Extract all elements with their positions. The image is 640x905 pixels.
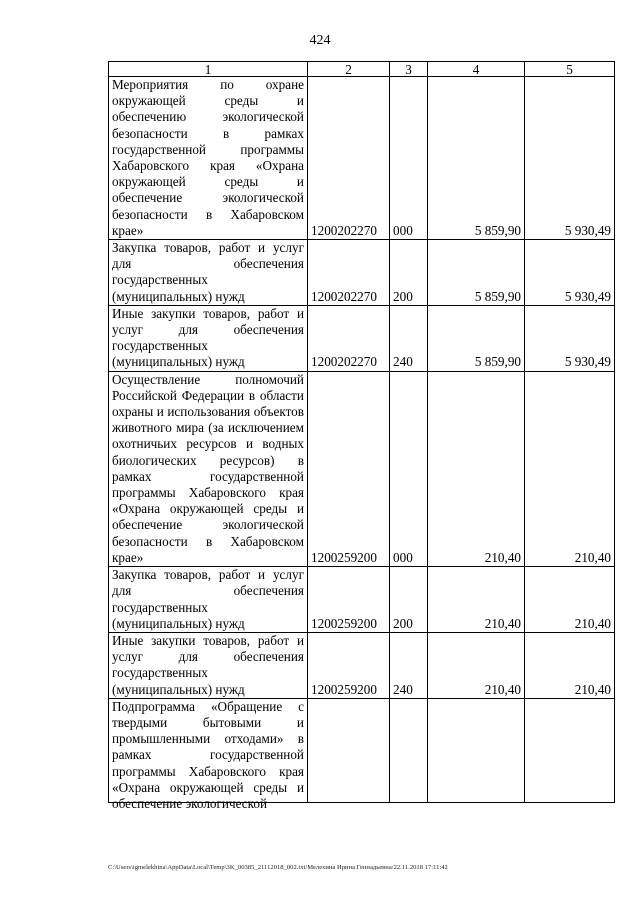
row-expense-type: 200	[390, 240, 428, 306]
row-description: Иные закупки товаров, работ и услуг для обеспечения государственных (муниципальных) нужд	[109, 305, 308, 371]
page-number: 424	[309, 33, 331, 48]
row-expense-type: 240	[390, 305, 428, 371]
row-amount-col4: 210,40	[428, 567, 525, 633]
row-expense-type: 000	[390, 77, 428, 240]
document-footer-path: C:\Users\igmelekhina\AppData\Local\Temp\3K_00385_21112018_002.txt/Мелехина Ирина Геннадьевна/22.11.2018 17:11:42	[108, 864, 448, 871]
table-row	[109, 77, 615, 240]
table-row	[109, 632, 615, 698]
table-row	[109, 698, 615, 802]
row-amount-col5: 5 930,49	[525, 240, 615, 306]
table-row	[109, 371, 615, 566]
column-header: 1	[109, 62, 308, 77]
row-amount-col5: 5 930,49	[525, 77, 615, 240]
row-amount-col4	[428, 698, 525, 802]
row-description: Осуществление полномочий Российской Федерации в области охраны и использования объектов животного мира (за исключением охотничьих ресурсов и водных биологических ресурсов) в рамках государственной программы Хабаровского края «Охрана окружающей среды и обеспечение экологической безопасности в Хабаровском крае»	[109, 371, 308, 566]
column-header: 5	[525, 62, 615, 77]
row-target-code	[308, 698, 390, 802]
row-description: Закупка товаров, работ и услуг для обеспечения государственных (муниципальных) нужд	[109, 240, 308, 306]
row-amount-col5: 5 930,49	[525, 305, 615, 371]
row-amount-col5: 210,40	[525, 371, 615, 566]
row-amount-col5: 210,40	[525, 632, 615, 698]
column-header: 3	[390, 62, 428, 77]
table-row	[109, 567, 615, 633]
row-description: Мероприятия по охране окружающей среды и обеспечению экологической безопасности в рамках государственной программы Хабаровского края «Охрана окружающей среды и обеспечение экологической безопасности в Хабаровском крае»	[109, 77, 308, 240]
row-target-code: 1200202270	[308, 240, 390, 306]
row-amount-col4: 5 859,90	[428, 305, 525, 371]
row-amount-col5: 210,40	[525, 567, 615, 633]
row-target-code: 1200202270	[308, 305, 390, 371]
row-expense-type: 000	[390, 371, 428, 566]
row-amount-col4: 5 859,90	[428, 240, 525, 306]
row-target-code: 1200259200	[308, 567, 390, 633]
column-header: 2	[308, 62, 390, 77]
budget-table	[108, 61, 615, 811]
row-target-code: 1200202270	[308, 77, 390, 240]
row-description-text: Подпрограмма «Обращение с твердыми бытовыми и промышленными отходами» в рамках государственной программы Хабаровского края «Охрана окружающей среды и обеспечение экологической	[112, 698, 304, 811]
row-expense-type	[390, 698, 428, 802]
row-amount-col4: 210,40	[428, 371, 525, 566]
row-amount-col4: 5 859,90	[428, 77, 525, 240]
row-description: Закупка товаров, работ и услуг для обеспечения государственных (муниципальных) нужд	[109, 567, 308, 633]
row-expense-type: 240	[390, 632, 428, 698]
table-row	[109, 305, 615, 371]
row-target-code: 1200259200	[308, 632, 390, 698]
column-header: 4	[428, 62, 525, 77]
table-header-row	[109, 62, 615, 77]
row-amount-col5	[525, 698, 615, 802]
row-amount-col4: 210,40	[428, 632, 525, 698]
row-description: Иные закупки товаров, работ и услуг для обеспечения государственных (муниципальных) нужд	[109, 632, 308, 698]
row-description	[109, 698, 308, 811]
row-expense-type: 200	[390, 567, 428, 633]
row-target-code: 1200259200	[308, 371, 390, 566]
table-row	[109, 240, 615, 306]
